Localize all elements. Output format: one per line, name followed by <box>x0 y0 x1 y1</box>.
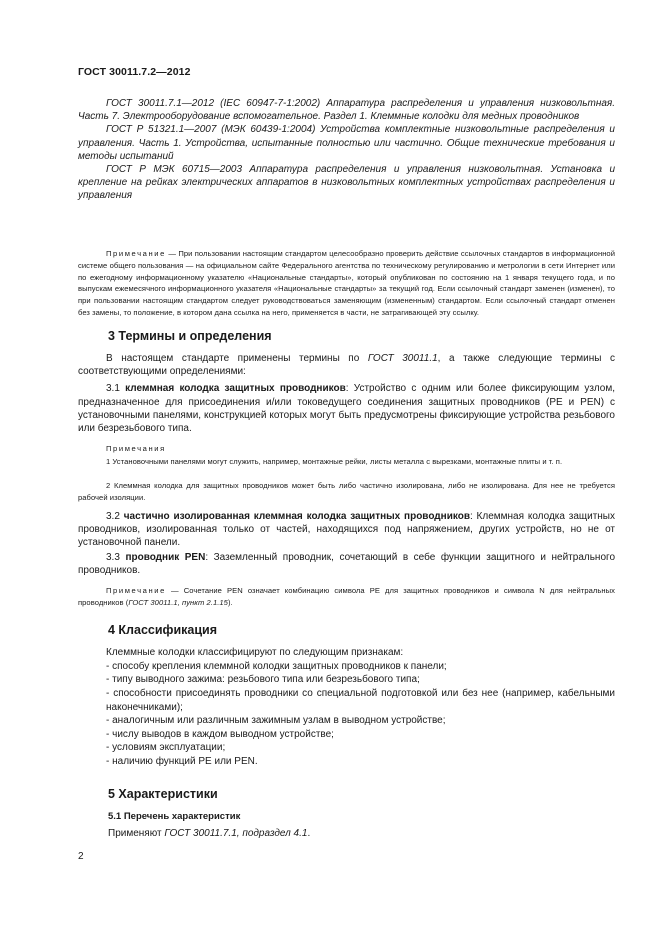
subsection-5-1-heading: 5.1 Перечень характеристик <box>108 811 241 822</box>
section-3-heading: 3 Термины и определения <box>108 329 272 343</box>
list-item: - типу выводного зажима: резьбового типа или безрезьбового типа; <box>106 674 420 686</box>
list-item: - способности присоединять проводники со специальной подготовкой или без нее (например, кабельными наконечниками); <box>106 688 615 713</box>
normative-references <box>78 97 615 203</box>
list-item: - наличию функций PE или PEN. <box>106 756 258 768</box>
section-3-intro: В настоящем стандарте применены термины по ГОСТ 30011.1, а также следующие термины с соответствующими определениями: <box>78 353 615 378</box>
note-item: 2 Клеммная колодка для защитных проводников может быть либо частично изолирована, либо не изолирована. Для нее не требуется рабочей изоляции. <box>78 481 615 502</box>
section-4-body <box>78 646 615 769</box>
reference-item: ГОСТ Р 51321.1—2007 (МЭК 60439-1:2004) Устройства комплектные низковольтные распределения и управления. Часть 1. Устройства, испытанные полностью или частично. Общие технические требования и методы испытаний <box>78 124 615 162</box>
section-3-body <box>78 352 615 435</box>
list-item: - способу крепления клеммной колодки защитных проводников к панели; <box>106 660 447 672</box>
reference-item: ГОСТ Р МЭК 60715—2003 Аппаратура распределения и управления низковольтная. Установка и крепление на рейках электрических аппаратов в низковольтных комплектных устройствах распределения и управления <box>78 164 616 202</box>
term-3-1: 3.1 клеммная колодка защитных проводников: Устройство с одним или более фиксирующим узлом, предназначенное для присоединения и/или токоведущего соединения защитных проводников (PE и PEN) с установочными панелями, конструкцией которых могут быть предусмотрены фиксирующие устройства резьбового или безрезьбового типа. <box>78 383 616 435</box>
note-item: 1 Установочными панелями могут служить, например, монтажные рейки, листы металла с вырезками, монтажные плиты и т. п. <box>106 457 563 466</box>
list-item: - условиям эксплуатации; <box>106 742 226 754</box>
section-5-heading: 5 Характеристики <box>108 787 218 801</box>
references-note: Примечание — При пользовании настоящим стандартом целесообразно проверить действие ссылочных стандартов в информационной системе общего пользования — на официальном сайте Федерального агентства по техническому регулированию и метрологии в сети Интернет или по ежегодному информационному указателю «Национальные стандарты», который опубликован по состоянию на 1 января текущего года, и по выпускам ежемесячного информационного указателя «Национальные стандарты» за текущий год. Если ссылочный стандарт заменен (изменен), то при пользовании настоящим стандартом следует руководствоваться заменяющим (измененным) стандартом. Если ссылочный стандарт отменен без замены, то положение, в котором дана ссылка на него, применяется в части, не затрагивающей эту ссылку. <box>78 249 615 317</box>
document-header: ГОСТ 30011.7.2—2012 <box>78 66 191 78</box>
term-3-3: 3.3 проводник PEN: Заземленный проводник, сочетающий в себе функции защитного и нейтрального проводников. <box>78 551 616 576</box>
term-3-3-note: Примечание — Сочетание PEN означает комбинацию символа PE для защитных проводников и символа N для нейтральных проводников (ГОСТ 30011.1, пункт 2.1.15). <box>78 586 615 607</box>
term-3-2-block <box>78 510 615 577</box>
subsection-5-1-text: Применяют ГОСТ 30011.7.1, подраздел 4.1. <box>108 828 311 839</box>
list-item: - аналогичным или различным зажимным узлам в выводном устройстве; <box>106 714 446 726</box>
list-item: - числу выводов в каждом выводном устройстве; <box>106 728 334 740</box>
section-4-intro: Клеммные колодки классифицируют по следующим признакам: <box>106 647 404 658</box>
page-number: 2 <box>78 851 84 862</box>
term-3-2: 3.2 частично изолированная клеммная колодка защитных проводников: Клеммная колодка защитных проводников, изолированная только от частей, находящихся под напряжением, других устройств, но не от установочной панели. <box>78 511 615 549</box>
notes-label: Примечания <box>106 444 166 453</box>
section-4-heading: 4 Классификация <box>108 623 218 637</box>
reference-item: ГОСТ 30011.7.1—2012 (IEC 60947-7-1:2002) Аппаратура распределения и управления низковольтная. Часть 7. Электрооборудование вспомогательное. Раздел 1. Клеммные колодки для медных проводников <box>78 98 616 123</box>
